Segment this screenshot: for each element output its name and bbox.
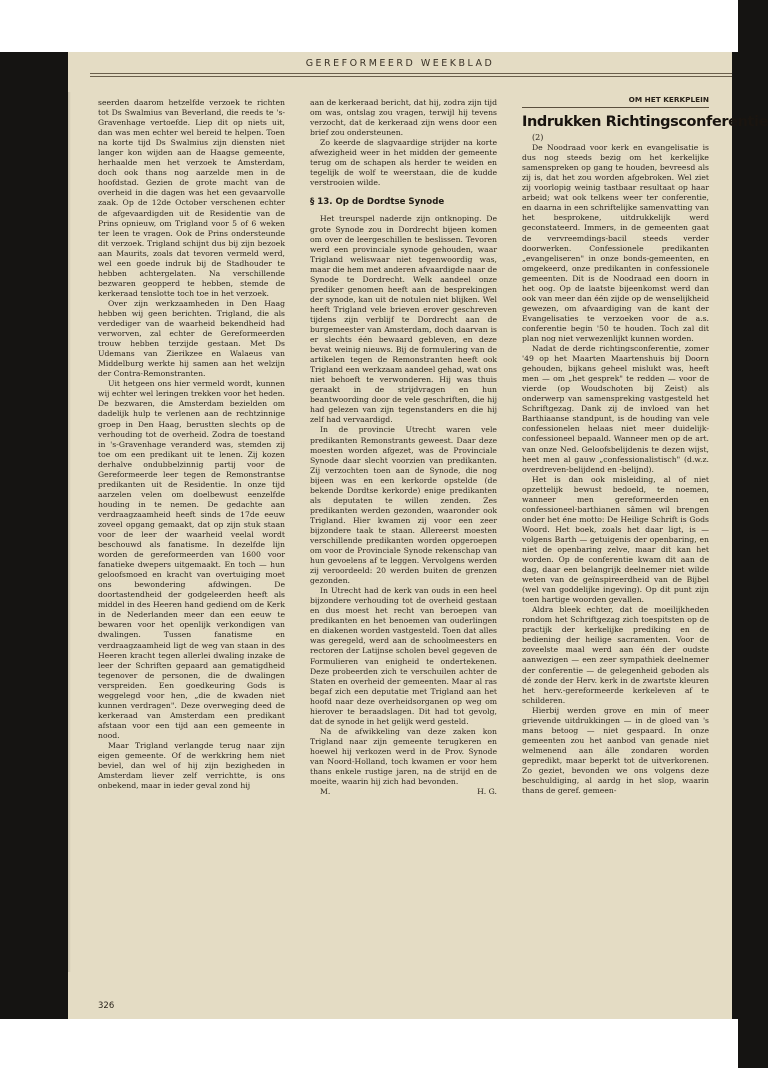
paragraph: Aldra bleek echter, dat de moeilijkheden rondom het Schriftgezag zich toespitsten op de practijk der kerkelijke prediking en de bediening der heilige sacramenten. Voor de zoveelste maal werd aan één der oudste aanwezigen — een zeer sympathiek deelnemer der conferentie — de gelegenheid geboden als dé zonde der Herv. kerk in de zwartste kleuren het herv.-gereformeerde kerkeleven af te schilderen. xyxy=(522,605,709,705)
signature-left: M. xyxy=(320,787,331,797)
paragraph: In de provincie Utrecht waren vele predikanten Remonstrants geweest. Daar deze moesten worden afgezet, was de Provinciale Synode daar slecht voorzien van predikanten. Zij verzochten toen aan de Synode, die nog bijeen was en een kerkorde opstelde (de bekende Dordtse kerkorde) enige predikanten als deputaten te willen zenden. Zes predikanten werden gezonden, waaronder ook Trigland. Hier kwamen zij voor een zeer bijzondere taak te staan. Allereerst moesten verschillende predikanten worden opgeroepen om voor de Provinciale Synode rekenschap van hun gevoelens af te leggen. Vervolgens werden zij veroordeeld: 20 werden buiten de grenzen gezonden. xyxy=(310,425,497,586)
paragraph: De Noodraad voor kerk en evangelisatie is dus nog steeds bezig om het kerkelijke samenspreken op gang te houden, bevreesd als zij is, dat het zou worden afgebroken. Wel ziet zij voorlopig weinig tastbaar resultaat op haar arbeid; wat ook telkens weer ter conferentie, en daarna in een schriftelijke samenvatting van het besprokene, uitdrukkelijk werd geconstateerd. Immers, in de gemeenten gaat de vervreemdings-bacil steeds verder doorwerken. Confessionele predikanten „evangeliseren" in onze bonds-gemeenten, en omgekeerd, onze predikanten in confessionele gemeenten. Dit is de Noodraad een doorn in het oog. Op de laatste bijeenkomst werd dan ook van meer dan één zijde op de wenselijkheid gewezen, om afvaardiging van de kant der Evangelisaties te verzoeken voor de a.s. conferentie begin '50 te houden. Toch zal dit plan nog niet verwezenlijkt kunnen worden. xyxy=(522,143,709,343)
paragraph: Over zijn werkzaamheden in Den Haag hebben wij geen berichten. Trigland, die als verdediger van de waarheid bekendheid had verworven, zal echter de Gereformeerden trouw hebben terzijde gestaan. Met Ds Udemans van Zierikzee en Walaeus van Middelburg werkte hij samen aan het welzijn der Contra-Remonstranten. xyxy=(98,298,285,379)
magazine-page xyxy=(68,52,768,1019)
paragraph: Zo keerde de slagvaardige strijder na korte afwezigheid weer in het midden der gemeente terug om de schapen als herder te weiden en tegelijk de wolf te weerstaan, die de kudde verstrooien wilde. xyxy=(310,138,497,188)
paragraph: seerden daarom hetzelfde verzoek te richten tot Ds Swalmius van Beverland, die reeds te 's-Gravenhage vertoefde. Liep dit op niets uit, dan was men echter wel bereid te helpen. Toen na korte tijd Ds Swalmius zijn diensten niet langer kon wijden aan de Haagse gemeente, herhaalde men het verzoek te Amsterdam, doch ook thans nog aarzelde men in de hoofdstad. Gezien de grote macht van de overheid in die dagen was het een gevaarvolle zaak. Op de 12de October verschenen echter de afgevaardigden uit de Residentie van de Prins opnieuw, om Trigland voor 5 of 6 weken ter leen te vragen. Ook de Prins ondersteunde dit verzoek. Trigland schijnt dus bij zijn bezoek aan Maurits, zoals dat tevoren vermeld werd, wel een goede indruk bij de Stadhouder te hebben achtergelaten. Na verschillende bezwaren geopperd te hebben, stemde de kerkeraad tenslotte toch toe in het verzoek. xyxy=(98,98,285,298)
article-title: Indrukken Richtingsconferentie xyxy=(522,114,768,131)
paragraph: Hierbij werden grove en min of meer grievende uitdrukkingen — in de gloed van 's mans betoog — niet gespaard. In onze gemeenten zou het aanbod van genade niet welmenend aan álle zondaren worden gepredikt, maar beperkt tot de uitverkorenen. Zo geziet, bevonden we ons volgens deze beschuldiging, al aardg in het slop, waarin thans de geref. gemeen- xyxy=(522,705,709,796)
scan-border-top xyxy=(0,0,738,52)
paragraph: aan de kerkeraad bericht, dat hij, zodra zijn tijd om was, ontslag zou vragen, terwijl hij tevens verzocht, dat de kerkeraad zijn wens door een brief zou ondersteunen. xyxy=(310,98,497,138)
paragraph: Uit hetgeen ons hier vermeld wordt, kunnen wij echter wel leringen trekken voor het heden. De bezwaren, die Amsterdam bezielden om dadelijk hulp te verlenen aan de rechtzinnige groep in Den Haag, berustten slechts op de verhouding tot de overheid. Zodra de toestand in 's-Gravenhage veranderd was, stemden zij toe om een predikant uit te lenen. Zij kozen derhalve ondubbelzinnig partij voor de Gereformeerde leer tegen de Remonstrantse predikanten uit de Residentie. In onze tijd aarzelen velen om doelbewust eenzelfde houding in te nemen. De gedachte aan verdraagzaamheid heeft sinds de 17de eeuw zoveel opgang gemaakt, dat op zijn stuk staan voor de leer der waarheid veelal wordt beschouwd als fanatisme. In dezelfde lijn worden de gereformeerden van 1600 voor fanatieke dwepers uitgemaakt. En toch — hun geloofsmoed en kracht van overtuiging moet ons bewondering afdwingen. De doortastendheid der godgeleerden heeft als middel in des Heeren hand gediend om de Kerk in de Nederlanden meer dan een eeuw te bewaren voor het openlijk verkondigen van dwalingen. Tussen fanatisme en verdraagzaamheid ligt de weg van staan in des Heeren kracht tegen allerlei dwaling inzake de leer der Schriften gepaard aan gematigdheid tegenover de personen, die de dwalingen verspreiden. Een goedkeuring Gods is weggelegd voor hen, „die de kwaden niet kunnen verdragen". Deze overweging deed de kerkeraad van Amsterdam een predikant afstaan voor een tijd aan een gemeente in nood. xyxy=(98,379,285,740)
article-number: (2) xyxy=(532,133,544,143)
author-signature xyxy=(310,787,497,797)
scan-border-bottom xyxy=(0,1019,738,1068)
paragraph: Maar Trigland verlangde terug naar zijn eigen gemeente. Of de werkkring hem niet beviel, dan wel of hij zijn bezigheden in Amsterdam liever zelf verrichtte, is ons onbekend, maar in ieder geval zond hij xyxy=(98,741,285,791)
paragraph: Het is dan ook misleiding, al of niet opzettelijk bewust bedoeld, te noemen, wanneer men gereformeerden en confessioneel-barthianen sâmen wil brengen onder het éne motto: De Heilige Schrift is Gods Woord. Het boek, zoals het daar ligt, is — volgens Barth — getuigenis der openbaring, en niet de openbaring zelve, maar dit kan het worden. Op de conferentie kwam dit aan de dag, daar een belangrijk deelnemer niet wilde weten van de geïnspireerdheid van de Bijbel (wel van goddelijke ingeving). Op dit punt zijn toen hartige woorden gevallen. xyxy=(522,474,709,605)
paragraph: In Utrecht had de kerk van ouds in een heel bijzondere verhouding tot de overheid gestaan en dus moest het recht van beroepen van predikanten en het benoemen van ouderlingen en diakenen worden vastgesteld. Toen dat alles was geregeld, werd aan de schoolmeesters en rectoren der Latijnse scholen bevel gegeven de Formulieren van enigheid te ondertekenen. Deze probeerden zich te verschuilen achter de Staten en overheid der gemeenten. Maar al ras begaf zich een deputatie met Trigland aan het hoofd naar deze overheidsorganen op weg om hierover te beraadslagen. Dit had tot gevolg, dat de synode in het gelijk werd gesteld. xyxy=(310,586,497,726)
paragraph: Na de afwikkeling van deze zaken kon Trigland naar zijn gemeente terugkeren en hoewel hij verkozen werd in de Prov. Synode van Noord-Holland, toch kwamen er voor hem thans enkele rustige jaren, na de strijd en de moeite, waarin hij zich had bevonden. xyxy=(310,726,497,787)
rubric-rule xyxy=(522,107,709,108)
column-1 xyxy=(98,98,285,998)
running-head: GEREFORMEERD WEEKBLAD xyxy=(305,58,495,69)
column-2 xyxy=(310,98,497,998)
paragraph: Het treurspel naderde zijn ontknoping. De grote Synode zou in Dordrecht bijeen komen om over de leergeschillen te beslissen. Tevoren werd een provinciale synode gehouden, waar Trigland weliswaar niet tegenwoordig was, maar die hem met anderen afvaardigde naar de Synode te Dordrecht. Welk aandeel onze prediker genomen heeft aan de besprekingen der synode, kan uit de notulen niet blijken. Wel heeft Trigland vele brieven erover geschreven tijdens zijn verblijf te Dordrecht aan de burgemeester van Amsterdam, doch daarvan is er slechts één bewaard gebleven, en deze bevat weinig nieuws. Bij de formulering van de artikelen tegen de Remonstranten heeft ook Trigland een werkzaam aandeel gehad, wat ons niet behoeft te verwonderen. Hij was thuis geraakt in de strijdvragen en hun beantwoording door de vele geschriften, die hij had gelezen van zijn tegenstanders en die hij zelf had vervaardigd. xyxy=(310,214,497,425)
header-rule-double xyxy=(90,76,732,77)
page-fold-shadow xyxy=(68,92,71,972)
page-number: 326 xyxy=(98,1001,115,1011)
header-rule xyxy=(90,73,732,74)
signature-right: H. G. xyxy=(477,787,497,797)
section-heading: § 13. Op de Dordtse Synode xyxy=(310,197,445,208)
rubric-label: OM HET KERKPLEIN xyxy=(628,95,709,104)
paragraph: Nadat de derde richtingsconferentie, zomer '49 op het Maarten Maartenshuis bij Doorn gehouden, bijkans geheel mislukt was, heeft men — om „het gesprek" te redden — voor de vierde (op Woudschoten bij Zeist) als onderwerp van samenspreking vastgesteld het Schriftgezag. Dank zij de invloed van het Barthiaanse standpunt, is de houding van vele confessionelen helaas niet meer duidelijk-confessioneel bepaald. Wanneer men op de art. van onze Ned. Geloofsbelijdenis te dezen wijst, heet men al gauw „confessionalistisch" (d.w.z. overdreven-belijdend en -belijnd). xyxy=(522,344,709,474)
column-3 xyxy=(522,95,768,998)
